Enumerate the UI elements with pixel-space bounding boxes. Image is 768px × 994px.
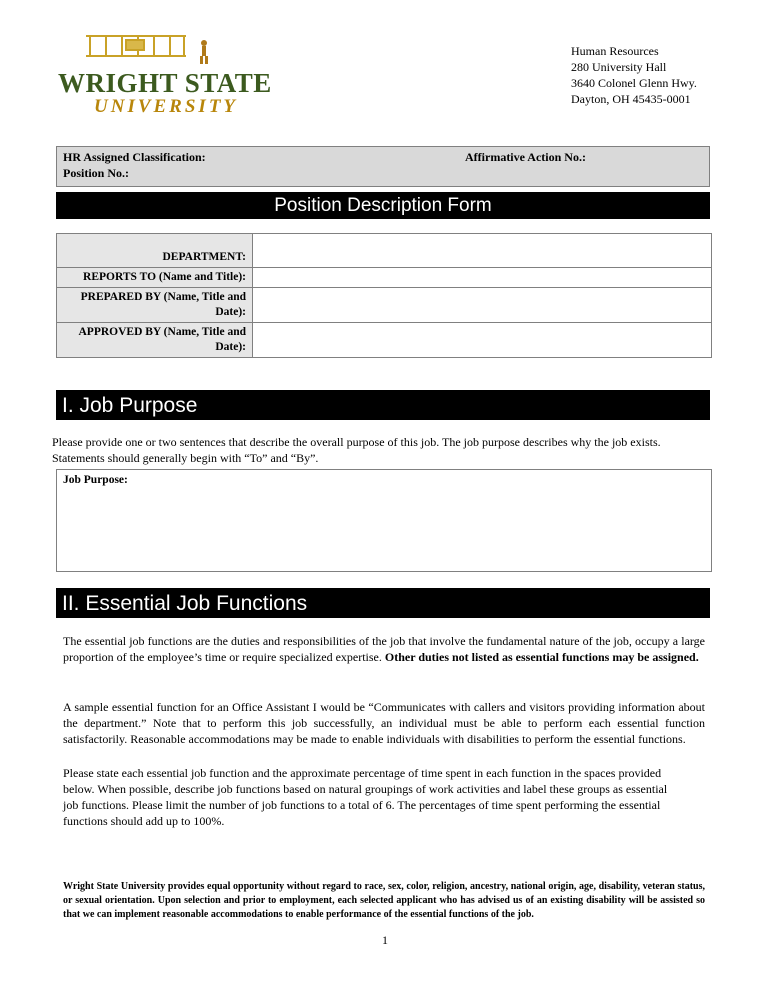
instruction-line: Please provide one or two sentences that describe the overall purpose of this job. The job purpose describes why the job exists. bbox=[52, 435, 661, 449]
paragraph-bold-text: Other duties not listed as essential functions may be assigned. bbox=[384, 650, 699, 664]
reports-to-label: REPORTS TO (Name and Title): bbox=[57, 268, 253, 288]
hr-classification-label: HR Assigned Classification: bbox=[63, 150, 206, 164]
reports-to-field[interactable] bbox=[253, 268, 712, 288]
wright-flyer-icon bbox=[86, 30, 261, 70]
hr-address bbox=[571, 43, 697, 107]
equal-opportunity-statement: Wright State University provides equal opportunity without regard to race, sex, color, religion, ancestry, national origin, age, disability, veteran status, or sexual orientation. Upon selection and prior to employment, each selected applicant who has advised us of an existing disability will be assisted so that we can implement reasonable accommodations to enable performance of the essential functions of the job. bbox=[63, 881, 705, 920]
paragraph-line: below. When possible, describe job functions based on natural groupings of work activities and label these groups as essential bbox=[63, 782, 668, 796]
job-purpose-box[interactable] bbox=[56, 469, 712, 572]
logo-wordmark: WRIGHT STATE bbox=[58, 68, 272, 98]
hr-assigned-box bbox=[56, 146, 710, 187]
affirmative-action-label: Affirmative Action No.: bbox=[465, 150, 586, 164]
prepared-by-field[interactable] bbox=[253, 288, 712, 323]
section-job-purpose-heading: I. Job Purpose bbox=[56, 390, 710, 420]
paragraph-line: Please state each essential job function and the approximate percentage of time spent in each function in the spaces provided bbox=[63, 766, 662, 780]
address-line: 280 University Hall bbox=[571, 60, 667, 74]
department-table bbox=[56, 233, 712, 358]
address-line: Human Resources bbox=[571, 44, 659, 58]
table-row bbox=[57, 268, 712, 288]
table-row bbox=[57, 288, 712, 323]
logo-subtitle: UNIVERSITY bbox=[94, 96, 239, 117]
state-functions-paragraph bbox=[63, 765, 667, 829]
paragraph-line: job functions. Please limit the number of job functions to a total of 6. The percentages of time spent performing the essential bbox=[63, 798, 661, 812]
approved-by-field[interactable] bbox=[253, 323, 712, 358]
section-essential-functions-heading: II. Essential Job Functions bbox=[56, 588, 710, 618]
address-line: Dayton, OH 45435-0001 bbox=[571, 92, 691, 106]
job-purpose-instructions bbox=[52, 434, 661, 466]
position-number-label: Position No.: bbox=[63, 166, 129, 180]
address-line: 3640 Colonel Glenn Hwy. bbox=[571, 76, 697, 90]
table-row bbox=[57, 234, 712, 268]
form-title: Position Description Form bbox=[56, 192, 710, 219]
instruction-line: Statements should generally begin with “To” and “By”. bbox=[52, 451, 319, 465]
paragraph-text: The essential job functions are the duties and responsibilities of the job that involve the fundamental nature of the job, occupy a large proportion of the employee’s time or require specialized expertise. bbox=[63, 634, 705, 664]
department-field[interactable] bbox=[253, 234, 712, 268]
job-purpose-label: Job Purpose: bbox=[63, 474, 128, 486]
prepared-by-label: PREPARED BY (Name, Title and Date): bbox=[57, 288, 253, 323]
university-logo bbox=[58, 30, 272, 117]
paragraph-line: functions should add up to 100%. bbox=[63, 814, 225, 828]
sample-function-paragraph: A sample essential function for an Office Assistant I would be “Communicates with callers and visitors providing information about the department.” Note that to perform this job successfully, an individual must be able to perform each essential function satisfactorily. Reasonable accommodations may be made to enable individuals with disabilities to perform the essential functions. bbox=[63, 700, 705, 746]
table-row bbox=[57, 323, 712, 358]
department-label: DEPARTMENT: bbox=[57, 234, 253, 268]
page-number: 1 bbox=[382, 933, 388, 947]
approved-by-label: APPROVED BY (Name, Title and Date): bbox=[57, 323, 253, 358]
essential-functions-paragraph bbox=[63, 633, 705, 665]
